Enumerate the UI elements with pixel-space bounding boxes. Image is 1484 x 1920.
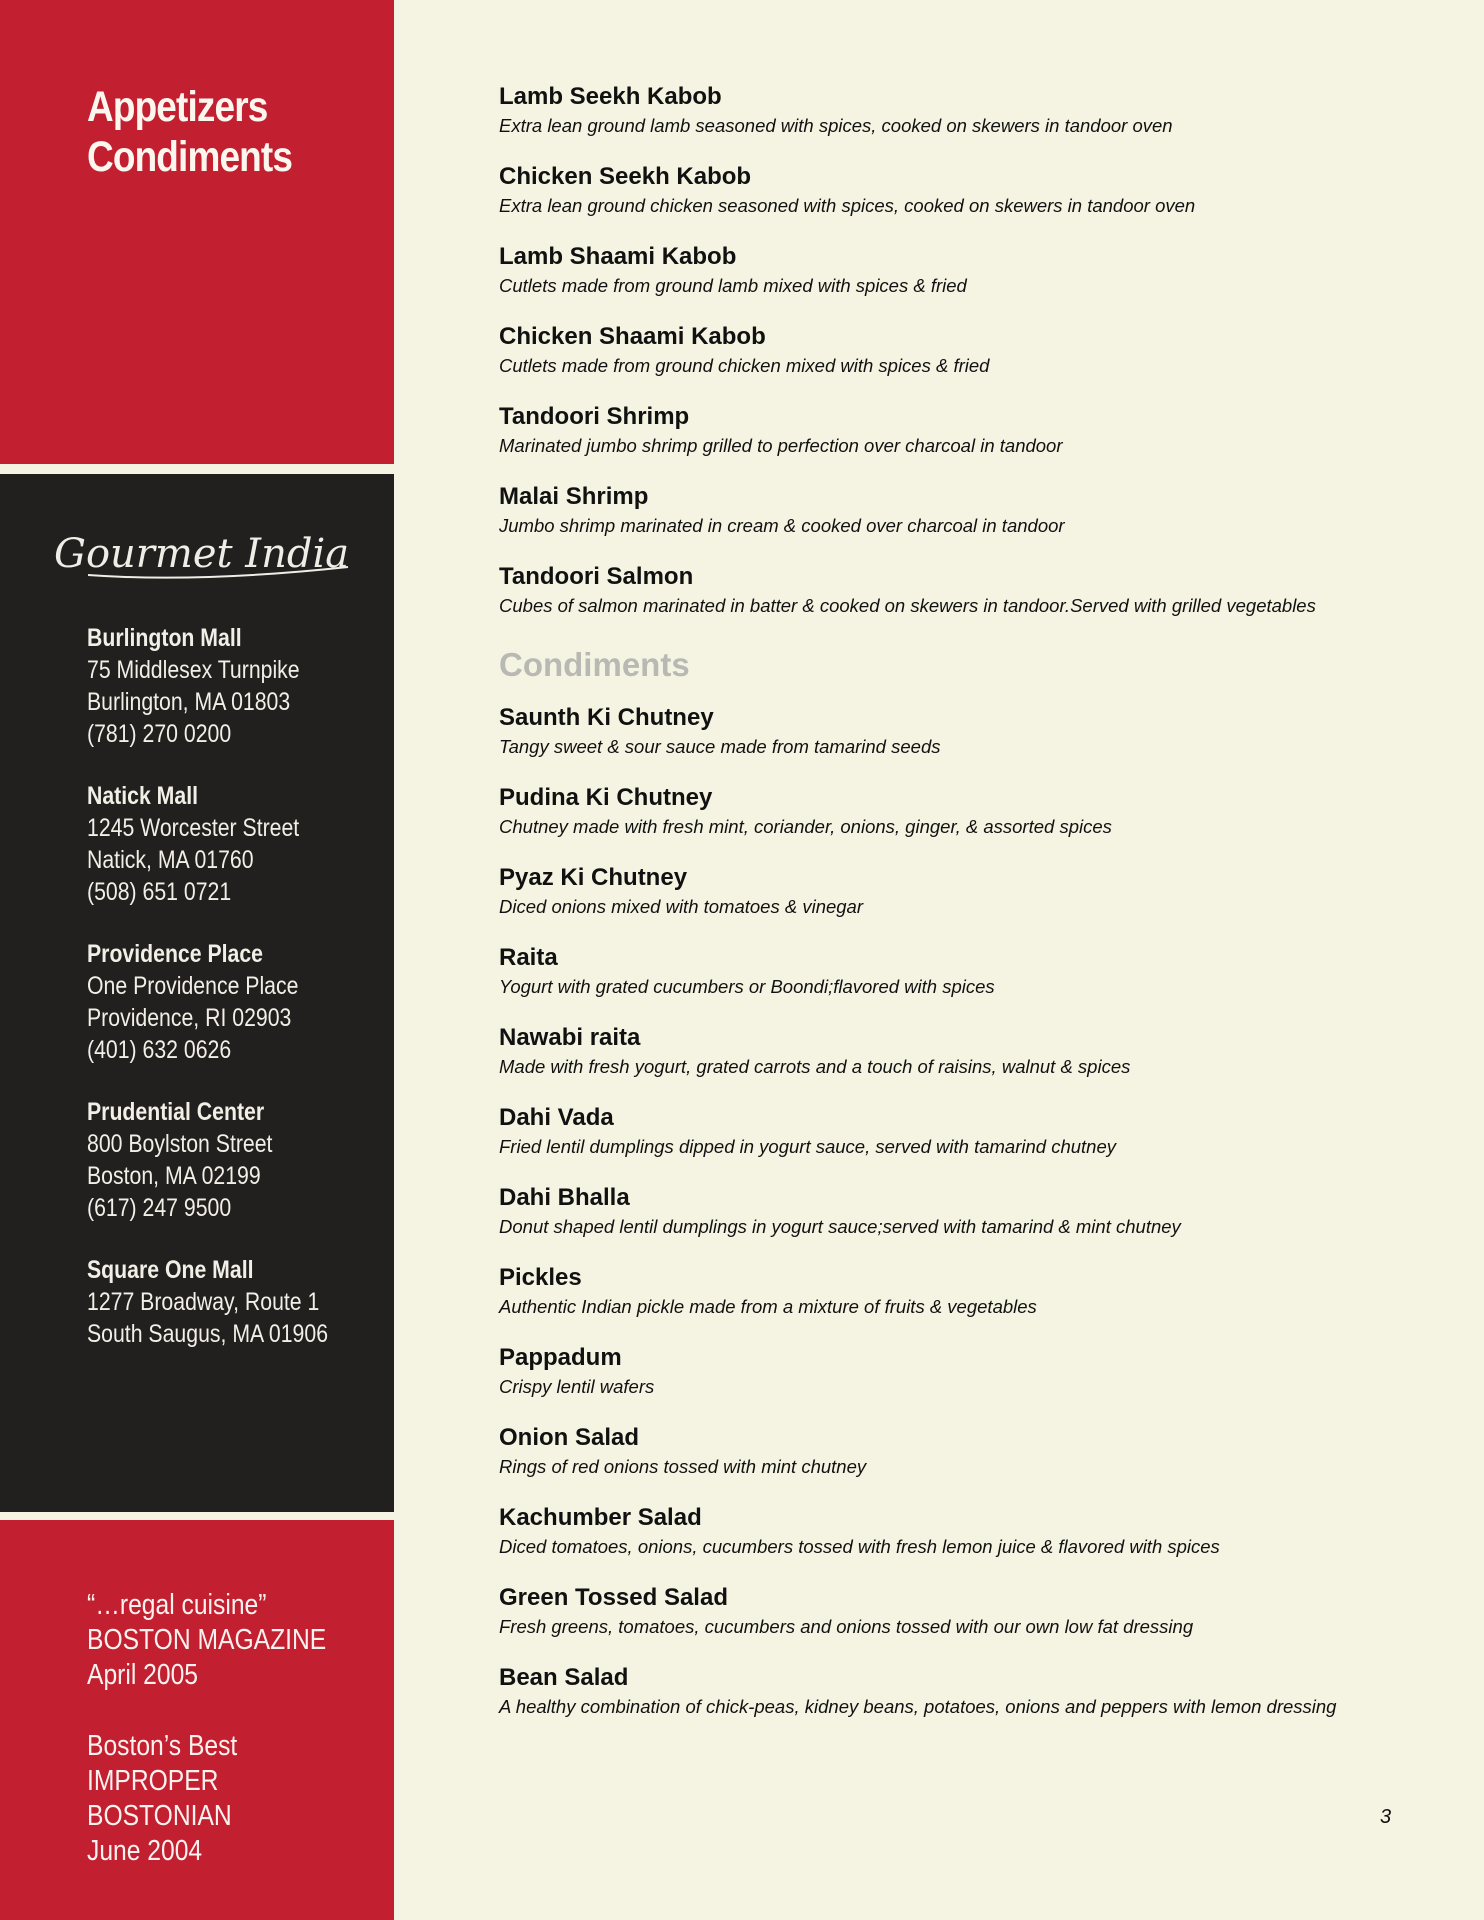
item-description: Yogurt with grated cucumbers or Boondi;flavored with spices bbox=[499, 976, 995, 997]
press-quote-boston-magazine bbox=[87, 1588, 359, 1693]
item-description: Extra lean ground chicken seasoned with spices, cooked on skewers in tandoor oven bbox=[499, 195, 1196, 216]
item-name: Lamb Seekh Kabob bbox=[499, 83, 722, 110]
location-phone: (781) 270 0200 bbox=[87, 720, 232, 748]
menu-item bbox=[499, 1343, 1419, 1400]
page-number: 3 bbox=[1380, 1806, 1392, 1828]
location-prudential-center bbox=[87, 1096, 342, 1224]
menu-item bbox=[499, 1263, 1419, 1320]
location-square-one-mall bbox=[87, 1254, 342, 1350]
item-description: Donut shaped lentil dumplings in yogurt sauce;served with tamarind & mint chutney bbox=[499, 1216, 1181, 1237]
location-phone: (508) 651 0721 bbox=[87, 878, 232, 906]
menu-item bbox=[499, 703, 1419, 760]
gourmet-india-logo bbox=[48, 505, 358, 595]
location-name: Providence Place bbox=[87, 940, 264, 968]
item-name: Dahi Bhalla bbox=[499, 1184, 630, 1211]
menu-item bbox=[499, 1503, 1419, 1560]
location-city: Boston, MA 02199 bbox=[87, 1162, 261, 1190]
press-quote-improper-bostonian bbox=[87, 1729, 359, 1869]
item-description: Made with fresh yogurt, grated carrots and a touch of raisins, walnut & spices bbox=[499, 1056, 1131, 1077]
item-description: Cubes of salmon marinated in batter & cooked on skewers in tandoor.Served with grilled vegetables bbox=[499, 595, 1316, 616]
item-name: Tandoori Shrimp bbox=[499, 403, 690, 430]
location-city: Natick, MA 01760 bbox=[87, 846, 254, 874]
menu-item bbox=[499, 1663, 1419, 1720]
store-locations bbox=[87, 622, 342, 1380]
item-description: Authentic Indian pickle made from a mixture of fruits & vegetables bbox=[499, 1296, 1037, 1317]
menu-item bbox=[499, 82, 1419, 139]
item-description: Cutlets made from ground chicken mixed with spices & fried bbox=[499, 355, 990, 376]
item-name: Pyaz Ki Chutney bbox=[499, 864, 688, 891]
section-title-line: Appetizers bbox=[87, 83, 268, 131]
item-description: Rings of red onions tossed with mint chutney bbox=[499, 1456, 867, 1477]
item-description: Fried lentil dumplings dipped in yogurt sauce, served with tamarind chutney bbox=[499, 1136, 1116, 1157]
press-date: April 2005 bbox=[87, 1659, 199, 1691]
item-name: Onion Salad bbox=[499, 1424, 640, 1451]
menu-item bbox=[499, 863, 1419, 920]
menu-item bbox=[499, 242, 1419, 299]
item-name: Lamb Shaami Kabob bbox=[499, 243, 737, 270]
location-natick-mall bbox=[87, 780, 342, 908]
location-address: One Providence Place bbox=[87, 972, 299, 1000]
item-name: Kachumber Salad bbox=[499, 1504, 702, 1531]
item-description: Chutney made with fresh mint, coriander, onions, ginger, & assorted spices bbox=[499, 816, 1112, 837]
item-name: Dahi Vada bbox=[499, 1104, 614, 1131]
item-description: A healthy combination of chick-peas, kidney beans, potatoes, onions and peppers with lemon dressing bbox=[499, 1696, 1337, 1717]
item-description: Jumbo shrimp marinated in cream & cooked over charcoal in tandoor bbox=[499, 515, 1065, 536]
location-name: Square One Mall bbox=[87, 1256, 254, 1284]
item-name: Saunth Ki Chutney bbox=[499, 704, 714, 731]
menu-item bbox=[499, 943, 1419, 1000]
press-quotes bbox=[87, 1588, 359, 1905]
section-title-line: Condiments bbox=[87, 133, 293, 181]
item-name: Pappadum bbox=[499, 1344, 622, 1371]
menu-item bbox=[499, 1023, 1419, 1080]
item-name: Green Tossed Salad bbox=[499, 1584, 728, 1611]
item-description: Marinated jumbo shrimp grilled to perfection over charcoal in tandoor bbox=[499, 435, 1063, 456]
press-source: IMPROPER BOSTONIAN bbox=[87, 1765, 232, 1832]
press-date: June 2004 bbox=[87, 1835, 203, 1867]
svg-text:Gourmet India: Gourmet India bbox=[54, 531, 350, 577]
item-name: Pudina Ki Chutney bbox=[499, 784, 713, 811]
menu-item bbox=[499, 322, 1419, 379]
location-phone: (401) 632 0626 bbox=[87, 1036, 232, 1064]
menu-item bbox=[499, 783, 1419, 840]
item-name: Malai Shrimp bbox=[499, 483, 649, 510]
location-phone: (617) 247 9500 bbox=[87, 1194, 232, 1222]
press-quote-line: Boston’s Best bbox=[87, 1730, 238, 1762]
item-description: Extra lean ground lamb seasoned with spices, cooked on skewers in tandoor oven bbox=[499, 115, 1173, 136]
item-name: Chicken Seekh Kabob bbox=[499, 163, 752, 190]
location-providence-place bbox=[87, 938, 342, 1066]
location-name: Prudential Center bbox=[87, 1098, 265, 1126]
item-name: Tandoori Salmon bbox=[499, 563, 694, 590]
item-name: Raita bbox=[499, 944, 558, 971]
location-address: 1245 Worcester Street bbox=[87, 814, 300, 842]
location-address: 1277 Broadway, Route 1 bbox=[87, 1288, 320, 1316]
location-city: Burlington, MA 01803 bbox=[87, 688, 291, 716]
item-name: Chicken Shaami Kabob bbox=[499, 323, 766, 350]
condiments-heading: Condiments bbox=[499, 646, 690, 683]
menu-item bbox=[499, 1103, 1419, 1160]
item-description: Diced onions mixed with tomatoes & vinegar bbox=[499, 896, 864, 917]
menu-item bbox=[499, 1583, 1419, 1640]
item-name: Nawabi raita bbox=[499, 1024, 641, 1051]
item-name: Bean Salad bbox=[499, 1664, 629, 1691]
item-description: Fresh greens, tomatoes, cucumbers and onions tossed with our own low fat dressing bbox=[499, 1616, 1194, 1637]
press-quote-line: “…regal cuisine” bbox=[87, 1589, 267, 1621]
item-description: Tangy sweet & sour sauce made from tamarind seeds bbox=[499, 736, 941, 757]
menu-item bbox=[499, 162, 1419, 219]
location-name: Natick Mall bbox=[87, 782, 199, 810]
menu-content bbox=[499, 82, 1419, 1743]
item-name: Pickles bbox=[499, 1264, 582, 1291]
location-city: South Saugus, MA 01906 bbox=[87, 1320, 329, 1348]
item-description: Cutlets made from ground lamb mixed with spices & fried bbox=[499, 275, 967, 296]
sidebar-title-panel bbox=[0, 0, 394, 464]
location-burlington-mall bbox=[87, 622, 342, 750]
location-city: Providence, RI 02903 bbox=[87, 1004, 292, 1032]
location-address: 800 Boylston Street bbox=[87, 1130, 273, 1158]
location-name: Burlington Mall bbox=[87, 624, 242, 652]
section-title bbox=[87, 82, 292, 182]
menu-item bbox=[499, 1423, 1419, 1480]
press-source: BOSTON MAGAZINE bbox=[87, 1624, 327, 1656]
location-address: 75 Middlesex Turnpike bbox=[87, 656, 300, 684]
menu-item bbox=[499, 1183, 1419, 1240]
menu-item bbox=[499, 482, 1419, 539]
menu-item bbox=[499, 562, 1419, 619]
item-description: Diced tomatoes, onions, cucumbers tossed with fresh lemon juice & flavored with spices bbox=[499, 1536, 1220, 1557]
item-description: Crispy lentil wafers bbox=[499, 1376, 655, 1397]
menu-item bbox=[499, 402, 1419, 459]
